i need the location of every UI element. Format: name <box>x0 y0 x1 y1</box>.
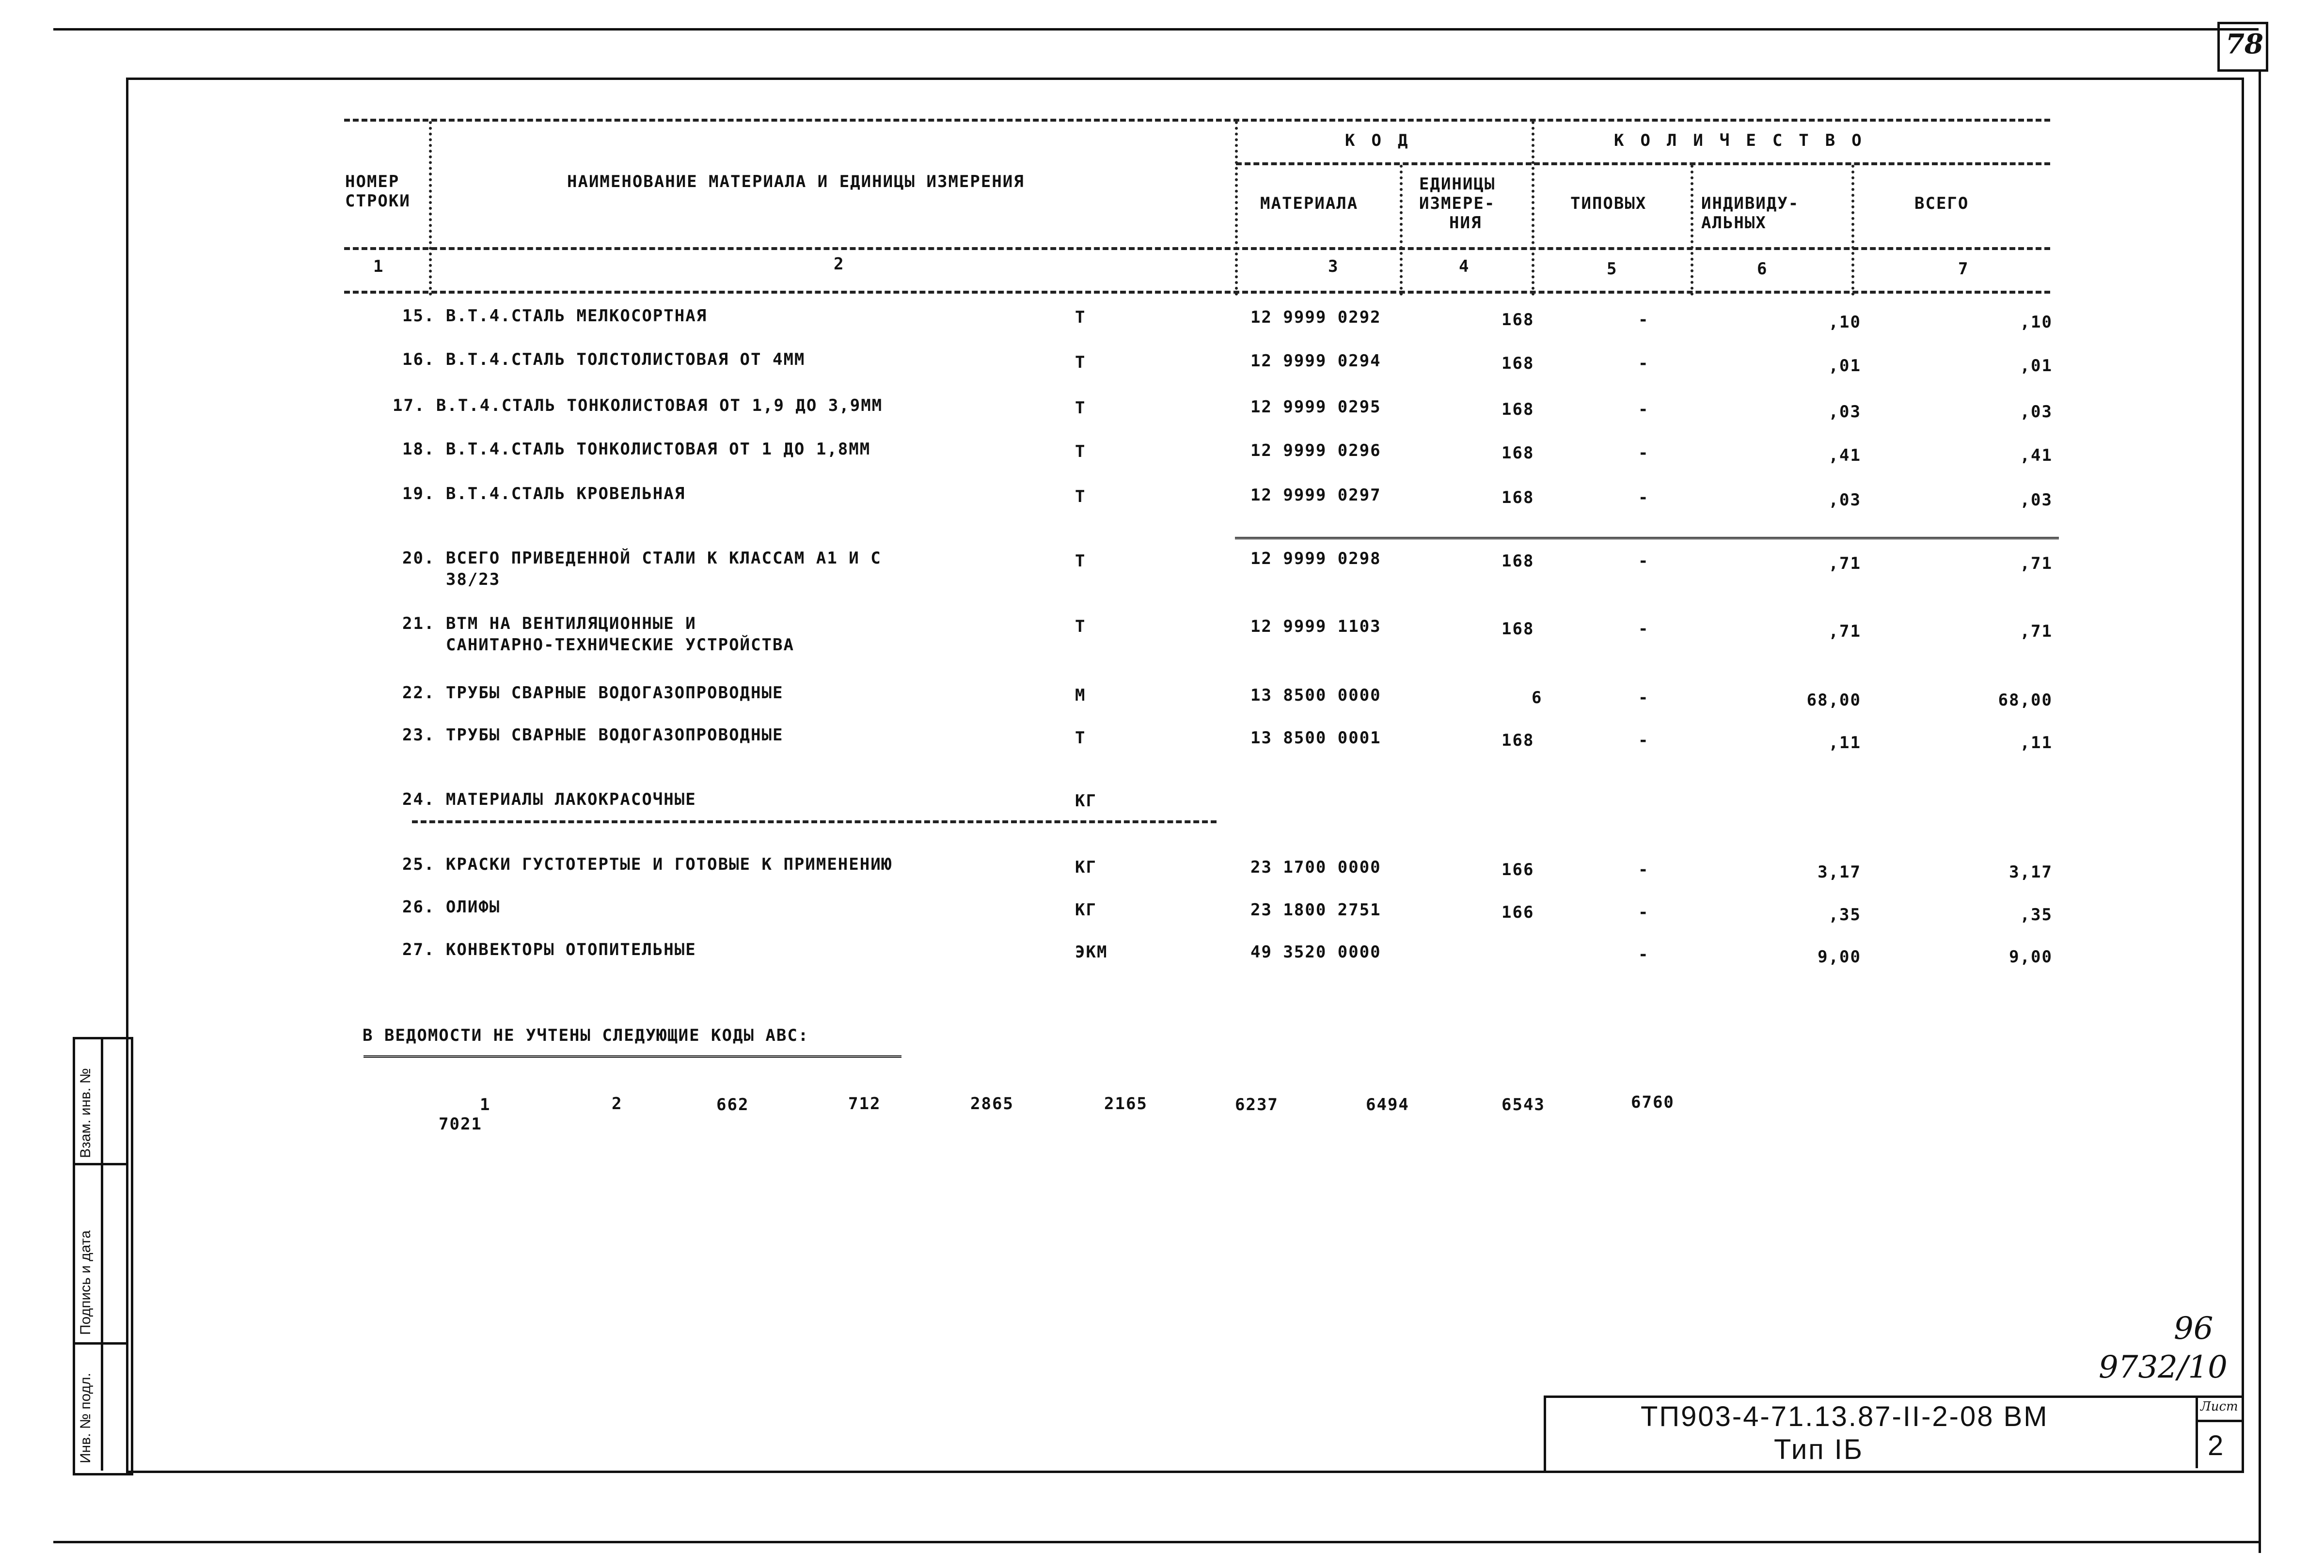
row-unit-code: 168 <box>1502 619 1534 639</box>
sheet-number-box-top <box>2217 22 2268 24</box>
row-unit-code: 168 <box>1502 551 1534 571</box>
code-item: 6760 <box>1631 1093 1675 1112</box>
row-code: 49 3520 0000 <box>1250 942 1381 962</box>
row-code: 12 9999 0297 <box>1250 486 1381 505</box>
row-total: ,35 <box>2020 905 2053 925</box>
row-individual: ,71 <box>1828 622 1861 641</box>
row-total: ,03 <box>2020 402 2053 422</box>
row-total: ,01 <box>2020 356 2053 376</box>
row-unit-code: 6 <box>1532 688 1543 707</box>
row-individual: ,71 <box>1828 554 1861 573</box>
header-row-no-1: НОМЕР <box>345 172 400 191</box>
header-sep-4 <box>1532 121 1534 296</box>
row-individual: ,41 <box>1828 446 1861 465</box>
footer-note-underline <box>364 1055 901 1058</box>
row-unit-code: 168 <box>1502 443 1534 463</box>
row-code: 12 9999 0296 <box>1250 441 1381 460</box>
header-sep-6 <box>1851 165 1854 296</box>
row-name: 22. ТРУБЫ СВАРНЫЕ ВОДОГАЗОПРОВОДНЫЕ <box>402 683 784 703</box>
sheet-number-box-left <box>2217 22 2220 70</box>
row-name: 27. КОНВЕКТОРЫ ОТОПИТЕЛЬНЫЕ <box>402 940 696 959</box>
row-name: 25. КРАСКИ ГУСТОТЕРТЫЕ И ГОТОВЫЕ К ПРИМЕНЕНИЮ <box>402 855 893 874</box>
row-code: 12 9999 1103 <box>1250 617 1381 636</box>
row-individual: ,11 <box>1828 733 1861 753</box>
subtotal-rule <box>1235 537 2059 539</box>
row-individual: 3,17 <box>1818 862 1861 882</box>
row-typical: - <box>1638 400 1649 419</box>
header-code-rule <box>1236 162 1532 165</box>
col-number-7: 7 <box>1958 259 1969 279</box>
row-typical: - <box>1638 731 1649 750</box>
row-individual: ,01 <box>1828 356 1861 376</box>
side-label-signature: Подпись и дата <box>78 1230 94 1335</box>
code-item: 6543 <box>1502 1095 1545 1114</box>
row-unit: Т <box>1075 398 1086 418</box>
row-typical: - <box>1638 619 1649 639</box>
row-individual: ,35 <box>1828 905 1861 925</box>
row-unit-code: 166 <box>1502 903 1534 922</box>
row-code: 12 9999 0294 <box>1250 351 1381 371</box>
row-typical: - <box>1638 945 1649 964</box>
row-individual: ,03 <box>1828 490 1861 510</box>
code-item: 662 <box>716 1095 749 1114</box>
row-typical: - <box>1638 354 1649 373</box>
header-code-unit-3: НИЯ <box>1449 213 1482 233</box>
row-code: 13 8500 0001 <box>1250 728 1381 748</box>
row-code: 12 9999 0292 <box>1250 308 1381 327</box>
code-item: 6494 <box>1366 1095 1409 1114</box>
row-unit: КГ <box>1075 900 1097 920</box>
group-underline <box>412 820 1217 823</box>
code-item: 2165 <box>1104 1094 1148 1113</box>
row-unit-code: 168 <box>1502 400 1534 419</box>
side-stamp-row-1 <box>73 1163 128 1165</box>
sheet-number-box-right <box>2266 22 2268 70</box>
header-qty-typical: ТИПОВЫХ <box>1570 194 1647 213</box>
col-number-2: 2 <box>834 254 845 274</box>
row-typical: - <box>1638 551 1649 571</box>
row-unit: М <box>1075 686 1086 705</box>
header-code-unit-2: ИЗМЕРЕ- <box>1419 194 1496 213</box>
row-unit-code: 168 <box>1502 310 1534 329</box>
title-block-divider <box>2196 1396 2198 1468</box>
header-qty-individual-1: ИНДИВИДУ- <box>1701 194 1800 213</box>
code-item: 6237 <box>1235 1095 1279 1114</box>
footer-note: В ВЕДОМОСТИ НЕ УЧТЕНЫ СЛЕДУЮЩИЕ КОДЫ АВС: <box>363 1026 809 1045</box>
title-block-sheet-rule <box>2196 1420 2242 1422</box>
row-typical: - <box>1638 860 1649 879</box>
row-unit: Т <box>1075 353 1086 372</box>
bottom-edge-line <box>53 1541 2261 1543</box>
row-name: 20. ВСЕГО ПРИВЕДЕННОЙ СТАЛИ К КЛАССАМ А1 И С 38/23 <box>402 549 882 589</box>
handwritten-note-1: 96 <box>2174 1311 2213 1347</box>
code-item: 2865 <box>970 1094 1014 1113</box>
row-code: 12 9999 0295 <box>1250 397 1381 417</box>
row-unit: КГ <box>1075 791 1097 811</box>
sheet-value: 2 <box>2208 1430 2225 1461</box>
row-unit-code: 168 <box>1502 354 1534 373</box>
row-name: 16. В.Т.4.СТАЛЬ ТОЛСТОЛИСТОВАЯ ОТ 4ММ <box>402 350 806 369</box>
header-mid-rule <box>344 247 2050 250</box>
row-code: 23 1800 2751 <box>1250 900 1381 920</box>
row-unit: Т <box>1075 487 1086 506</box>
side-label-replacement: Взам. инв. № <box>78 1068 94 1158</box>
header-qty-rule <box>1534 162 2050 165</box>
row-unit: ЭКМ <box>1075 942 1108 962</box>
row-name: 26. ОЛИФЫ <box>402 897 501 917</box>
row-unit: Т <box>1075 728 1086 748</box>
row-name: 19. В.Т.4.СТАЛЬ КРОВЕЛЬНАЯ <box>402 484 686 503</box>
row-total: 3,17 <box>2009 862 2053 882</box>
row-total: 9,00 <box>2009 947 2053 967</box>
col-number-6: 6 <box>1757 259 1768 279</box>
row-total: ,03 <box>2020 490 2053 510</box>
row-individual: 68,00 <box>1806 690 1861 710</box>
code-item: 1 <box>480 1095 491 1114</box>
frame-right-shadow <box>2259 70 2261 1553</box>
row-unit: Т <box>1075 442 1086 461</box>
header-bottom-rule <box>344 291 2050 294</box>
row-name: 24. МАТЕРИАЛЫ ЛАКОКРАСОЧНЫЕ <box>402 790 696 809</box>
header-qty-total: ВСЕГО <box>1914 194 1969 213</box>
row-typical: - <box>1638 443 1649 463</box>
row-unit: Т <box>1075 308 1086 327</box>
row-typical: - <box>1638 688 1649 707</box>
row-individual: 9,00 <box>1818 947 1861 967</box>
row-total: ,11 <box>2020 733 2053 753</box>
header-code-material: МАТЕРИАЛА <box>1260 194 1359 213</box>
top-edge-line <box>53 28 2259 31</box>
col-number-1: 1 <box>373 257 384 276</box>
side-stamp-row-2 <box>73 1342 128 1345</box>
header-sep-2 <box>1235 121 1238 296</box>
header-qty-individual-2: АЛЬНЫХ <box>1701 213 1767 233</box>
row-unit-code: 166 <box>1502 860 1534 879</box>
header-sep-1 <box>429 121 432 296</box>
header-sep-3 <box>1400 165 1403 296</box>
row-typical: - <box>1638 488 1649 507</box>
col-number-4: 4 <box>1459 257 1470 276</box>
row-typical: - <box>1638 903 1649 922</box>
col-number-3: 3 <box>1328 257 1339 276</box>
row-unit: Т <box>1075 551 1086 571</box>
doc-code: ТП903-4-71.13.87-II-2-08 ВМ <box>1641 1401 2049 1432</box>
doc-type: Тип IБ <box>1774 1434 1864 1465</box>
header-top-rule <box>344 119 2050 122</box>
row-name: 18. В.Т.4.СТАЛЬ ТОНКОЛИСТОВАЯ ОТ 1 ДО 1,8ММ <box>402 439 871 459</box>
row-individual: ,03 <box>1828 402 1861 422</box>
row-total: ,71 <box>2020 554 2053 573</box>
col-number-5: 5 <box>1607 259 1618 279</box>
row-unit: Т <box>1075 617 1086 636</box>
side-stamp-divider <box>101 1037 103 1471</box>
row-unit-code: 168 <box>1502 731 1534 750</box>
row-typical: - <box>1638 310 1649 329</box>
header-code-group: КОД <box>1345 131 1424 150</box>
code-item: 712 <box>848 1094 881 1113</box>
row-name: 21. ВТМ НА ВЕНТИЛЯЦИОННЫЕ И САНИТАРНО-ТЕХНИЧЕСКИЕ УСТРОЙСТВА <box>402 614 794 655</box>
header-row-no-2: СТРОКИ <box>345 191 411 211</box>
row-total: ,41 <box>2020 446 2053 465</box>
sheet-label: Лист <box>2200 1399 2238 1414</box>
row-total: 68,00 <box>1998 690 2053 710</box>
header-name: НАИМЕНОВАНИЕ МАТЕРИАЛА И ЕДИНИЦЫ ИЗМЕРЕНИЯ <box>567 172 1025 191</box>
row-code: 13 8500 0000 <box>1250 686 1381 705</box>
header-code-unit-1: ЕДИНИЦЫ <box>1419 174 1496 194</box>
row-code: 12 9999 0298 <box>1250 549 1381 568</box>
header-qty-group: КОЛИЧЕСТВО <box>1614 131 1878 150</box>
row-total: ,10 <box>2020 313 2053 332</box>
row-name: 23. ТРУБЫ СВАРНЫЕ ВОДОГАЗОПРОВОДНЫЕ <box>402 725 784 745</box>
code-item: 7021 <box>439 1114 482 1134</box>
row-code: 23 1700 0000 <box>1250 858 1381 877</box>
row-total: ,71 <box>2020 622 2053 641</box>
header-sep-5 <box>1691 165 1693 296</box>
handwritten-note-2: 9732/10 <box>2099 1349 2228 1385</box>
row-individual: ,10 <box>1828 313 1861 332</box>
row-unit: КГ <box>1075 858 1097 877</box>
row-name: 17. В.Т.4.СТАЛЬ ТОНКОЛИСТОВАЯ ОТ 1,9 ДО 3,9ММ <box>393 396 883 415</box>
row-name: 15. В.Т.4.СТАЛЬ МЕЛКОСОРТНАЯ <box>402 306 708 326</box>
side-label-inventory: Инв. № подл. <box>78 1373 94 1463</box>
row-unit-code: 168 <box>1502 488 1534 507</box>
page-frame <box>126 78 2244 1473</box>
sheet-number: 78 <box>2226 28 2263 60</box>
code-item: 2 <box>612 1094 623 1113</box>
